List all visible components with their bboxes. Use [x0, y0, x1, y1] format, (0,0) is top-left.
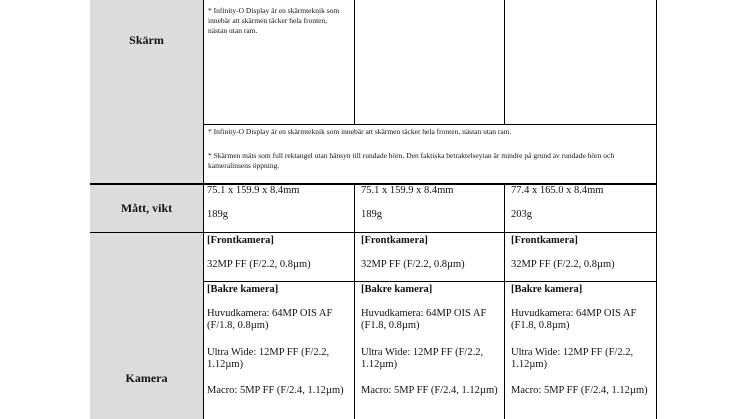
- front-camera-title-2: [Frontkamera]: [361, 235, 428, 246]
- rear-camera-title-1: [Bakre kamera]: [207, 284, 279, 295]
- front-camera-title-1: [Frontkamera]: [207, 235, 274, 246]
- main-camera-3: Huvudkamera: 64MP OIS AF (F1.8, 0.8µm): [511, 308, 637, 331]
- grid-line: [203, 281, 657, 282]
- screen-label-cell: [90, 0, 203, 183]
- dim-size-3: 77.4 x 165.0 x 8.4mm: [511, 185, 604, 196]
- screen-col1-note: * Infinity-O Display är en skärmteknik som innebär att skärmen täcker hela fronten, nästan utan ram.: [208, 6, 340, 35]
- grid-line: [354, 0, 355, 124]
- dim-weight-3: 203g: [511, 209, 532, 220]
- macro-camera-1: Macro: 5MP FF (F/2.4, 1.12µm): [207, 385, 344, 396]
- front-camera-spec-3: 32MP FF (F/2.2, 0.8µm): [511, 259, 615, 270]
- dim-size-1: 75.1 x 159.9 x 8.4mm: [207, 185, 300, 196]
- macro-camera-2: Macro: 5MP FF (F/2.4, 1.12µm): [361, 385, 498, 396]
- ultra-wide-camera-3: Ultra Wide: 12MP FF (F/2.2, 1.12µm): [511, 347, 634, 370]
- screen-note-2: * Skärmen mäts som full rektangel utan hänsyn till rundade hörn. Den faktiska betraktelseytan är mindre på grund av rundade hörn och kameralinsens öppning.: [208, 151, 615, 170]
- screen-label: Skärm: [129, 33, 164, 47]
- grid-line: [90, 232, 657, 233]
- macro-camera-3: Macro: 5MP FF (F/2.4, 1.12µm): [511, 385, 648, 396]
- dim-size-2: 75.1 x 159.9 x 8.4mm: [361, 185, 454, 196]
- main-camera-2: Huvudkamera: 64MP OIS AF (F1.8, 0.8µm): [361, 308, 487, 331]
- front-camera-spec-1: 32MP FF (F/2.2, 0.8µm): [207, 259, 311, 270]
- rear-camera-title-2: [Bakre kamera]: [361, 284, 433, 295]
- dim-weight-2: 189g: [361, 209, 382, 220]
- grid-line: [203, 0, 204, 419]
- ultra-wide-camera-1: Ultra Wide: 12MP FF (F/2.2, 1.12µm): [207, 347, 330, 370]
- camera-label-cell: [90, 233, 203, 419]
- grid-line: [354, 184, 355, 419]
- front-camera-spec-2: 32MP FF (F/2.2, 0.8µm): [361, 259, 465, 270]
- ultra-wide-camera-2: Ultra Wide: 12MP FF (F/2.2, 1.12µm): [361, 347, 484, 370]
- grid-line: [504, 184, 505, 419]
- dim-weight-1: 189g: [207, 209, 228, 220]
- front-camera-title-3: [Frontkamera]: [511, 235, 578, 246]
- dimensions-label: Mått, vikt: [120, 200, 173, 215]
- grid-line: [203, 124, 657, 125]
- grid-line: [656, 0, 657, 419]
- camera-label: Kamera: [125, 371, 168, 385]
- main-camera-1: Huvudkamera: 64MP OIS AF (F/1.8, 0.8µm): [207, 308, 333, 331]
- screen-note-1: * Infinity-O Display är en skärmteknik som innebär att skärmen täcker hela fronten, nästan utan ram.: [208, 127, 512, 136]
- rear-camera-title-3: [Bakre kamera]: [511, 284, 583, 295]
- dimensions-label-cell: [90, 184, 203, 232]
- grid-line: [504, 0, 505, 124]
